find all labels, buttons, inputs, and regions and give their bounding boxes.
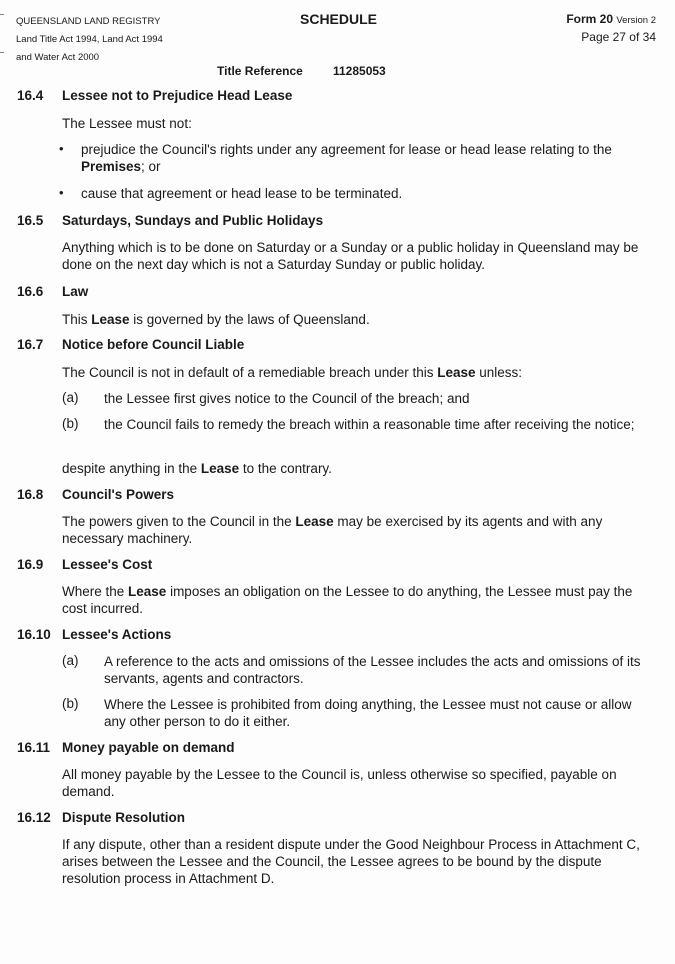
paragraph: Anything which is to be done on Saturday or a Sunday or a public holiday in Queensland may be done on the next day which is not a Saturday Sunday or public holiday. — [62, 240, 639, 272]
section-title: Council's Powers — [62, 487, 174, 502]
registry-name: QUEENSLAND LAND REGISTRY — [16, 16, 161, 27]
scan-mark — [0, 14, 4, 15]
section-heading-16-12 — [17, 810, 185, 825]
page-number: Page 27 of 34 — [581, 30, 656, 44]
list-label: (b) — [62, 696, 79, 711]
paragraph — [62, 513, 652, 547]
section-heading-16-9 — [17, 557, 152, 572]
form-number: Form 20 — [566, 12, 614, 26]
section-title: Saturdays, Sundays and Public Holidays — [62, 213, 324, 228]
text-run: Where the — [62, 584, 129, 599]
text-run: prejudice the Council's rights under any agreement for lease or head lease relating to the — [81, 142, 612, 157]
paragraph: The Lessee must not: — [62, 116, 192, 131]
title-reference-label: Title Reference — [217, 64, 303, 78]
form-label — [566, 12, 656, 26]
section-heading-16-7 — [17, 337, 244, 352]
section-number: 16.12 — [17, 810, 51, 825]
section-number: 16.7 — [17, 337, 44, 352]
list-item: A reference to the acts and omissions of the Lessee includes the acts and omissions of its servants, agents and contractors. — [104, 654, 641, 686]
section-heading-16-8 — [17, 487, 174, 502]
section-heading-16-11 — [17, 740, 235, 755]
paragraph: All money payable by the Lessee to the Council is, unless otherwise so specified, payable on demand. — [62, 767, 617, 799]
section-number: 16.4 — [17, 88, 44, 103]
acts-line-1: Land Title Act 1994, Land Act 1994 — [16, 34, 163, 45]
section-title: Law — [62, 284, 89, 299]
scan-mark — [0, 52, 4, 53]
list-label: (a) — [62, 653, 79, 668]
paragraph — [62, 460, 652, 477]
text-run: imposes an obligation on the Lessee to do anything, the Lessee must pay the cost incurred. — [62, 584, 633, 616]
text-run: This — [62, 312, 92, 327]
text-run: ; or — [141, 159, 161, 174]
defined-term: Lease — [200, 461, 240, 476]
bullet-text: cause that agreement or head lease to be terminated. — [81, 186, 403, 201]
section-number: 16.9 — [17, 557, 44, 572]
paragraph — [62, 311, 652, 328]
paragraph — [62, 583, 652, 617]
text-run: despite anything in the — [62, 461, 201, 476]
text-run: may be exercised by its agents and with any necessary machinery. — [62, 514, 603, 546]
bullet-icon: • — [59, 185, 64, 200]
form-version: Version 2 — [616, 15, 656, 26]
bullet-text — [81, 141, 651, 175]
bullet-icon: • — [59, 141, 64, 156]
page-title: SCHEDULE — [300, 11, 378, 27]
text-run: The powers given to the Council in the — [62, 514, 296, 529]
section-title: Lessee's Actions — [62, 627, 172, 642]
section-number: 16.10 — [17, 627, 51, 642]
list-item: the Council fails to remedy the breach within a reasonable time after receiving the notice; — [104, 417, 635, 432]
section-heading-16-10 — [17, 627, 171, 642]
section-title: Dispute Resolution — [62, 810, 186, 825]
title-reference-value: 11285053 — [333, 64, 386, 78]
section-title: Money payable on demand — [62, 740, 235, 755]
defined-term: Lease — [128, 584, 167, 599]
acts-line-2: and Water Act 2000 — [16, 52, 100, 63]
paragraph: If any dispute, other than a resident dispute under the Good Neighbour Process in Attachment C, arises between the Lessee and the Council, the Lessee agrees to be bound by the dispute resolution process in Attachment D. — [62, 837, 640, 886]
text-run: The Council is not in default of a remediable breach under this — [62, 365, 438, 380]
section-number: 16.5 — [17, 213, 44, 228]
text-run: unless: — [475, 365, 523, 380]
section-number: 16.11 — [17, 740, 51, 755]
section-number: 16.6 — [17, 284, 44, 299]
section-heading-16-5 — [17, 213, 323, 228]
section-heading-16-6 — [17, 284, 88, 299]
section-number: 16.8 — [17, 487, 44, 502]
defined-term: Lease — [295, 514, 334, 529]
list-item: the Lessee first gives notice to the Council of the breach; and — [104, 391, 470, 406]
text-run: is governed by the laws of Queensland. — [129, 312, 370, 327]
list-label: (b) — [62, 416, 79, 431]
section-heading-16-4 — [17, 88, 292, 103]
text-run: to the contrary. — [239, 461, 332, 476]
list-label: (a) — [62, 390, 79, 405]
list-item: Where the Lessee is prohibited from doing anything, the Lessee must not cause or allow any other person to do it either. — [104, 697, 632, 729]
defined-term: Premises — [81, 159, 142, 174]
section-title: Lessee not to Prejudice Head Lease — [62, 88, 293, 103]
section-title: Lessee's Cost — [62, 557, 153, 572]
defined-term: Lease — [437, 365, 476, 380]
defined-term: Lease — [91, 312, 130, 327]
section-title: Notice before Council Liable — [62, 337, 245, 352]
paragraph — [62, 364, 652, 381]
